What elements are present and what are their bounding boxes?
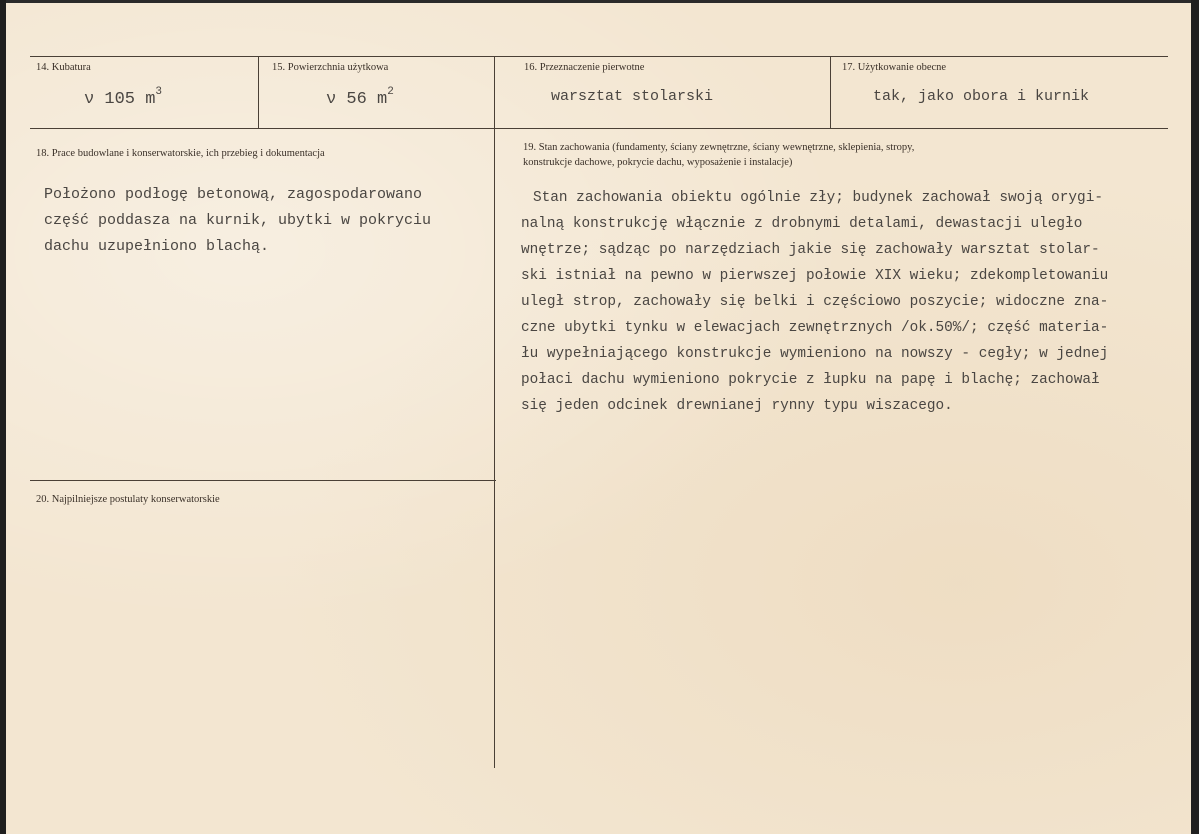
row-divider-1 bbox=[30, 128, 1168, 129]
stan-line: czne ubytki tynku w elewacjach zewnętrznych /ok.50%/; część materia- bbox=[521, 320, 1109, 336]
stan-line: wnętrze; sądząc po narzędziach jakie się zachowały warsztat stolar- bbox=[521, 242, 1100, 258]
stan-line: ski istniał na pewno w pierwszej połowie XIX wieku; zdekompletowaniu bbox=[521, 268, 1109, 284]
stan-text bbox=[521, 185, 1108, 419]
approx-mark: ν bbox=[326, 90, 337, 109]
kubatura-value bbox=[84, 86, 163, 109]
przeznaczenie-label: 16. Przeznaczenie pierwotne bbox=[524, 62, 645, 73]
stan-line: Stan zachowania obiektu ogólnie zły; budynek zachował swoją orygi- bbox=[533, 190, 1103, 206]
przeznaczenie-value: warsztat stolarski bbox=[551, 88, 714, 105]
uzytkowanie-label: 17. Użytkowanie obecne bbox=[842, 62, 947, 73]
prace-text bbox=[44, 182, 431, 260]
stan-label-line-2: konstrukcje dachowe, pokrycie dachu, wyposażenie i instalacje) bbox=[523, 157, 793, 168]
prace-line: Położono podłogę betonową, zagospodarowano bbox=[44, 186, 423, 203]
powierzchnia-number: 56 m bbox=[346, 90, 388, 109]
prace-line: dachu uzupełniono blachą. bbox=[44, 238, 270, 255]
col-divider-2 bbox=[494, 56, 495, 768]
stan-line: łu wypełniającego konstrukcje wymieniono na nowszy - cegły; w jednej bbox=[521, 346, 1109, 362]
kubatura-exponent: 3 bbox=[155, 86, 163, 98]
kubatura-number: 105 m bbox=[104, 90, 156, 109]
stan-line: się jeden odcinek drewnianej rynny typu wiszacego. bbox=[521, 398, 953, 414]
scan-edge-top bbox=[0, 0, 1199, 3]
powierzchnia-exponent: 2 bbox=[387, 86, 394, 98]
postulaty-label: 20. Najpilniejsze postulaty konserwatorskie bbox=[36, 494, 220, 505]
stan-line: nalną konstrukcję włącznie z drobnymi detalami, dewastacji uległo bbox=[521, 216, 1083, 232]
col-divider-1 bbox=[258, 56, 259, 128]
scan-edge-left bbox=[0, 0, 6, 834]
powierzchnia-label: 15. Powierzchnia użytkowa bbox=[272, 62, 389, 73]
col-divider-3 bbox=[830, 56, 831, 128]
kubatura-label: 14. Kubatura bbox=[36, 62, 91, 73]
stan-line: połaci dachu wymieniono pokrycie z łupku na papę i blachę; zachował bbox=[521, 372, 1100, 388]
prace-line: część poddasza na kurnik, ubytki w pokryciu bbox=[44, 212, 432, 229]
stan-line: uległ strop, zachowały się belki i częściowo poszycie; widoczne zna- bbox=[521, 294, 1109, 310]
scan-edge-right bbox=[1191, 0, 1199, 834]
approx-mark: ν bbox=[84, 90, 95, 109]
prace-label: 18. Prace budowlane i konserwatorskie, ich przebieg i dokumentacja bbox=[36, 148, 325, 159]
top-rule bbox=[30, 56, 1168, 57]
row-divider-left bbox=[30, 480, 496, 481]
stan-label-line-1: 19. Stan zachowania (fundamenty, ściany zewnętrzne, ściany wewnętrzne, sklepienia, stropy, bbox=[523, 142, 915, 153]
powierzchnia-value bbox=[326, 86, 394, 109]
uzytkowanie-value: tak, jako obora i kurnik bbox=[873, 88, 1090, 105]
